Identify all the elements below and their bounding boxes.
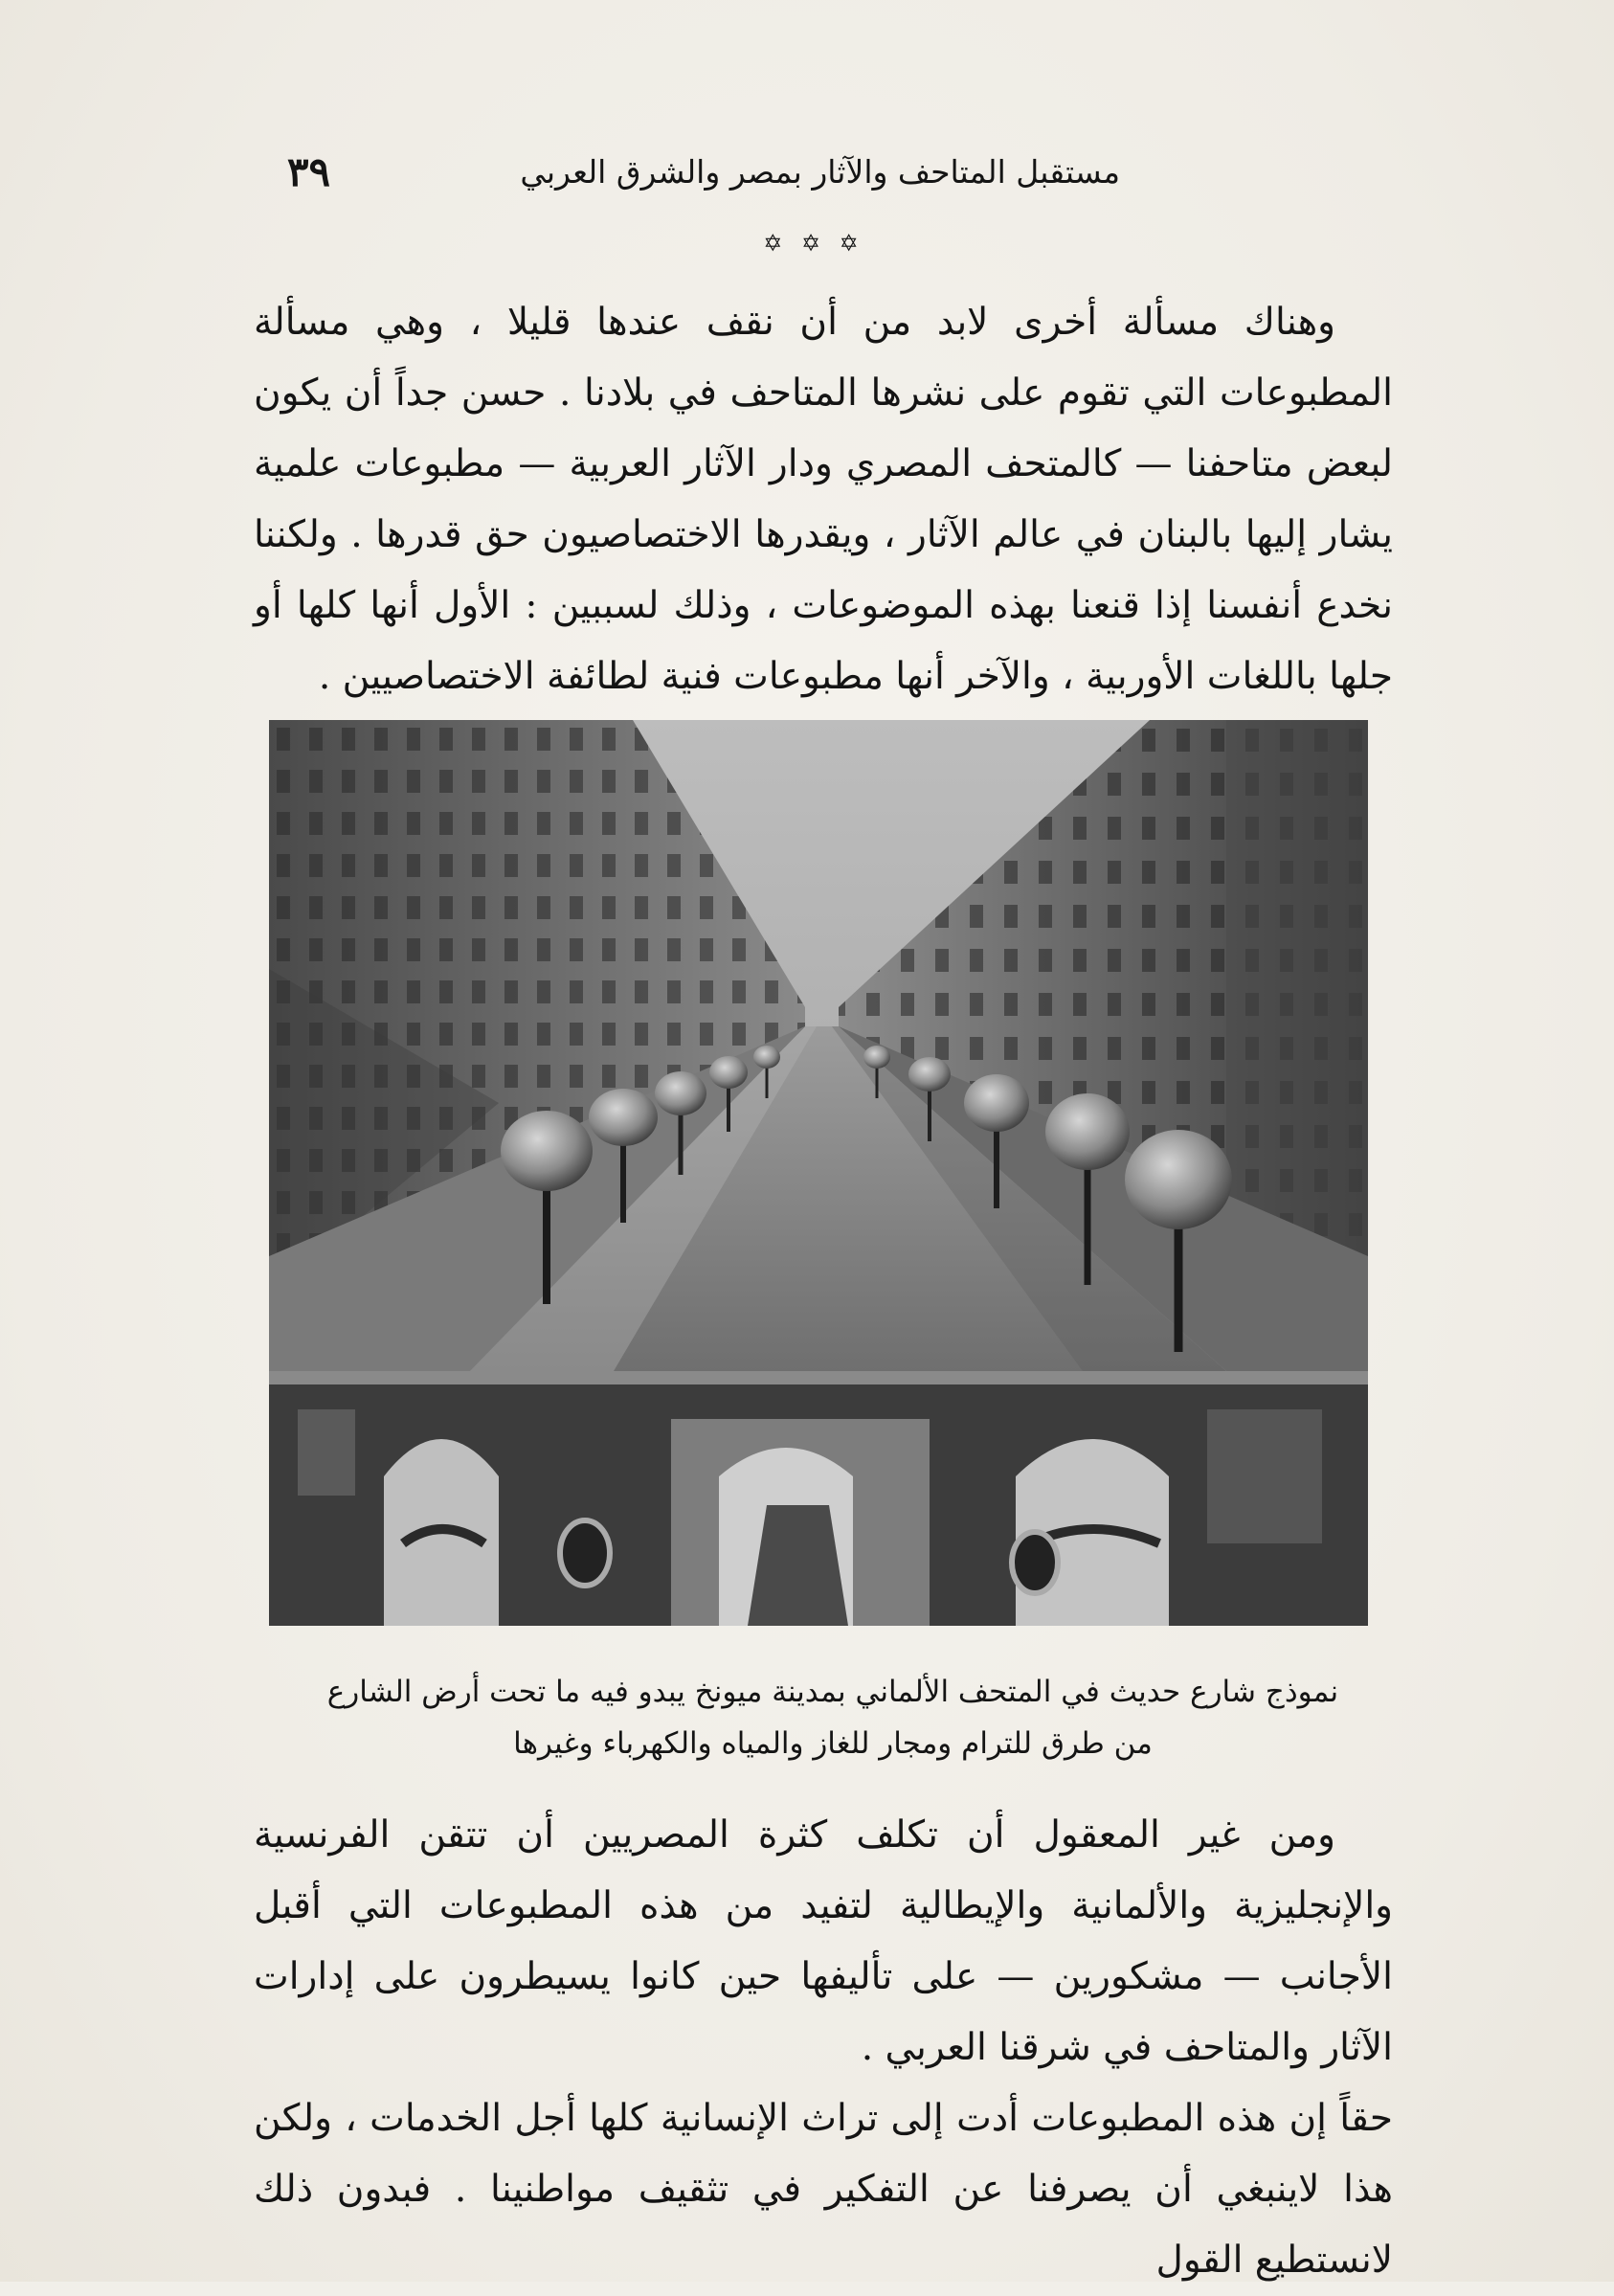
running-header [287,144,1120,201]
figure-caption [316,1666,1350,1769]
top-text-block [254,287,1393,712]
museum-street-model-photo [269,720,1368,1626]
bottom-text-block [254,1800,1393,2296]
running-title: مستقبل المتاحف والآثار بمصر والشرق العربي [520,153,1120,191]
section-separator: ✡ ✡ ✡ [763,230,864,257]
paragraph: ومن غير المعقول أن تكلف كثرة المصريين أن تتقن الفرنسية والإنجليزية والألمانية والإيطالية لتفيد من هذه المطبوعات التي أقبل الأجانب — مشكورين — على تأليفها حين كانوا يسيطرون على إدارات الآثار والمتاحف في شرقنا العربي . [254,1813,1393,2069]
paragraph: وهناك مسألة أخرى لابد من أن نقف عندها قليلا ، وهي مسألة المطبوعات التي تقوم على نشرها المتاحف في بلادنا . حسن جداً أن يكون لبعض متاحفنا — كالمتحف المصري ودار الآثار العربية — مطبوعات علمية يشار إليها بالبنان في عالم الآثار ، ويقدرها الاختصاصيون حق قدرها . ولكننا نخدع أنفسنا إذا قنعنا بهذه الموضوعات ، وذلك لسببين : الأول أنها كلها أو جلها باللغات الأوربية ، والآخر أنها مطبوعات فنية لطائفة الاختصاصيين . [254,301,1393,698]
caption-line: نموذج شارع حديث في المتحف الألماني بمدينة ميونخ يبدو فيه ما تحت أرض الشارع [326,1675,1339,1709]
caption-line: من طرق للترام ومجار للغاز والمياه والكهرباء وغيرها [513,1726,1153,1761]
paragraph: حقاً إن هذه المطبوعات أدت إلى تراث الإنسانية كلها أجل الخدمات ، ولكن هذا لاينبغي أن يصرفنا عن التفكير في تثقيف مواطنينا . فبدون ذلك لانستطيع القول [254,2097,1393,2282]
page-number: ٣٩ [287,148,331,195]
